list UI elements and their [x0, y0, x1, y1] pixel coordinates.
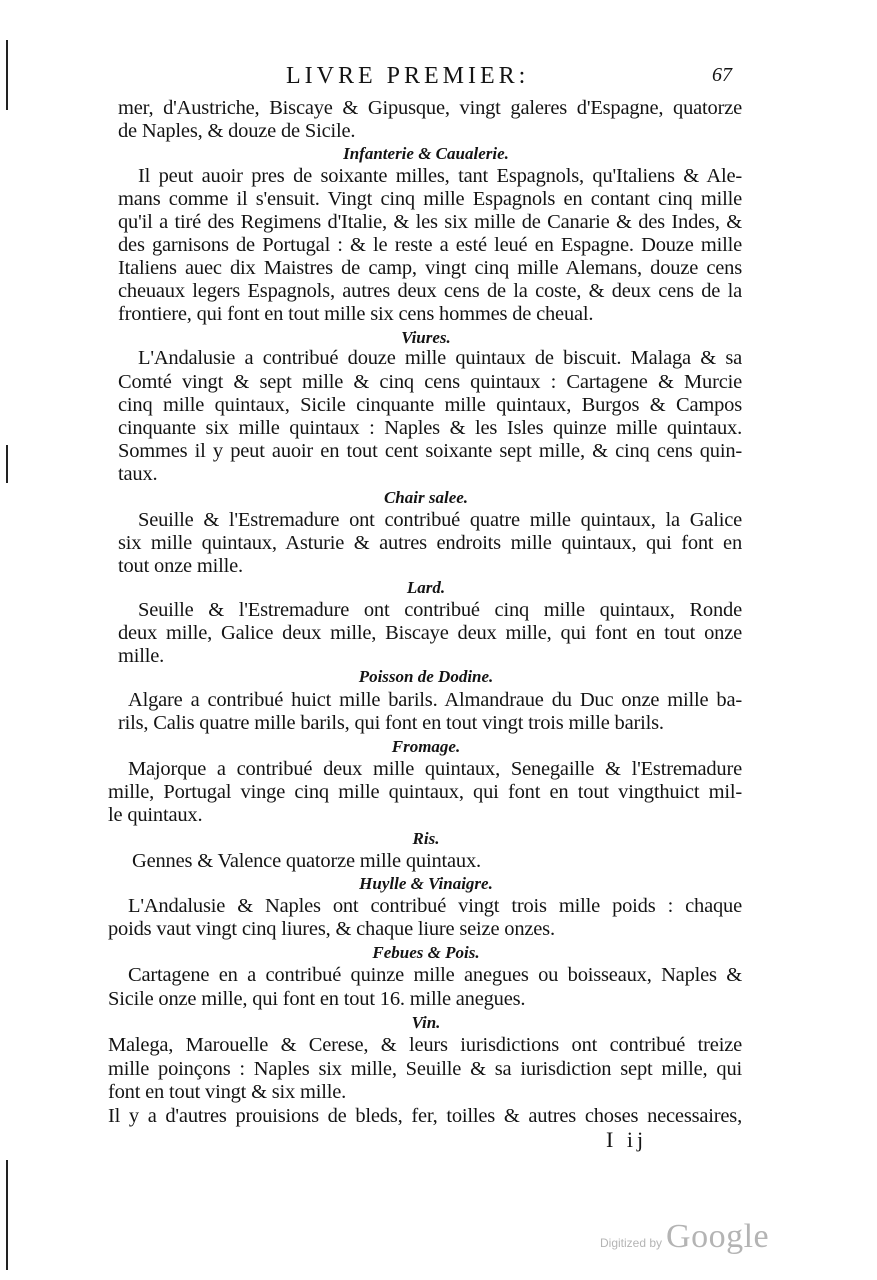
text-line: cheuaux legers Espagnols, autres deux cens de la coste, & deux cens de la — [118, 280, 742, 302]
section-heading: Huylle & Vinaigre. — [359, 874, 493, 893]
running-head-title: LIVRE PREMIER: — [286, 63, 530, 89]
text-line: Seuille & l'Estremadure ont contribué quatre mille quintaux, la Galice — [138, 509, 742, 531]
text-line: mer, d'Austriche, Biscaye & Gipusque, vingt galeres d'Espagne, quatorze — [118, 97, 742, 119]
text-line: le quintaux. — [108, 804, 203, 826]
text-line: Majorque a contribué deux mille quintaux, Senegaille & l'Estremadure — [128, 758, 742, 780]
text-line: rils, Calis quatre mille barils, qui font en tout vingt trois mille barils. — [118, 712, 664, 734]
text-line: frontiere, qui font en tout mille six cens hommes de cheual. — [118, 303, 594, 325]
text-line: mille poinçons : Naples six mille, Seuille & sa iurisdiction sept mille, qui — [108, 1058, 742, 1080]
text-line: taux. — [118, 463, 158, 485]
text-line: L'Andalusie & Naples ont contribué vingt trois mille poids : chaque — [128, 895, 742, 917]
text-line: Sommes il y peut auoir en tout cent soixante sept mille, & cinq cens quin- — [118, 440, 742, 462]
text-line: poids vaut vingt cinq liures, & chaque liure seize onzes. — [108, 918, 555, 940]
text-line: cinq mille quintaux, Sicile cinquante mille quintaux, Burgos & Campos — [118, 394, 742, 416]
text-line: L'Andalusie a contribué douze mille quintaux de biscuit. Malaga & sa — [138, 347, 742, 369]
margin-mark — [6, 1160, 8, 1270]
margin-mark — [6, 445, 8, 483]
text-line: deux mille, Galice deux mille, Biscaye deux mille, qui font en tout onze — [118, 622, 742, 644]
text-line: Seuille & l'Estremadure ont contribué cinq mille quintaux, Ronde — [138, 599, 742, 621]
section-heading: Poisson de Dodine. — [358, 667, 494, 686]
section-heading: Chair salee. — [383, 488, 469, 507]
text-line: mille. — [118, 645, 165, 667]
section-heading: Febues & Pois. — [372, 943, 480, 962]
text-line: qu'il a tiré des Regimens d'Italie, & les six mille de Canarie & des Indes, & — [118, 211, 742, 233]
text-line: mille, Portugal vinge cinq mille quintaux, qui font en tout vingthuict mil- — [108, 781, 742, 803]
text-line: Comté vingt & sept mille & cinq cens quintaux : Cartagene & Murcie — [118, 371, 742, 393]
page-number: 67 — [712, 64, 732, 86]
text-line: de Naples, & douze de Sicile. — [118, 120, 356, 142]
section-heading: Vin. — [411, 1013, 441, 1032]
text-line: des garnisons de Portugal : & le reste a esté leué en Espagne. Douze mille — [118, 234, 742, 256]
text-line: Cartagene en a contribué quinze mille anegues ou boisseaux, Naples & — [128, 964, 742, 986]
text-line: Il y a d'autres prouisions de bleds, fer, toilles & autres choses necessaires, — [108, 1105, 742, 1127]
section-heading: Viures. — [401, 328, 451, 347]
section-heading: Infanterie & Caualerie. — [343, 144, 509, 163]
watermark-prefix: Digitized by — [600, 1236, 663, 1250]
text-line: Malega, Marouelle & Cerese, & leurs iurisdictions ont contribué treize — [108, 1034, 742, 1056]
text-line: Gennes & Valence quatorze mille quintaux. — [132, 850, 481, 872]
section-heading: Lard. — [406, 578, 446, 597]
digitized-watermark — [600, 1218, 769, 1256]
text-line: Sicile onze mille, qui font en tout 16. mille anegues. — [108, 988, 526, 1010]
text-line: Il peut auoir pres de soixante milles, tant Espagnols, qu'Italiens & Ale- — [138, 165, 742, 187]
signature-mark: I ij — [606, 1127, 648, 1152]
text-line: mans comme il s'ensuit. Vingt cinq mille Espagnols en contant cinq mille — [118, 188, 742, 210]
text-line: cinquante six mille quintaux : Naples & les Isles quinze mille quintaux. — [118, 417, 742, 439]
text-line: six mille quintaux, Asturie & autres endroits mille quintaux, qui font en — [118, 532, 742, 554]
text-line: Algare a contribué huict mille barils. Almandraue du Duc onze mille ba- — [128, 689, 742, 711]
margin-mark — [6, 40, 8, 110]
google-logo: Google — [666, 1218, 770, 1255]
text-line: tout onze mille. — [118, 555, 243, 577]
section-heading: Ris. — [412, 829, 440, 848]
text-line: font en tout vingt & six mille. — [108, 1081, 347, 1103]
section-heading: Fromage. — [391, 737, 461, 756]
text-line: Italiens auec dix Maistres de camp, vingt cinq mille Alemans, douze cens — [118, 257, 742, 279]
